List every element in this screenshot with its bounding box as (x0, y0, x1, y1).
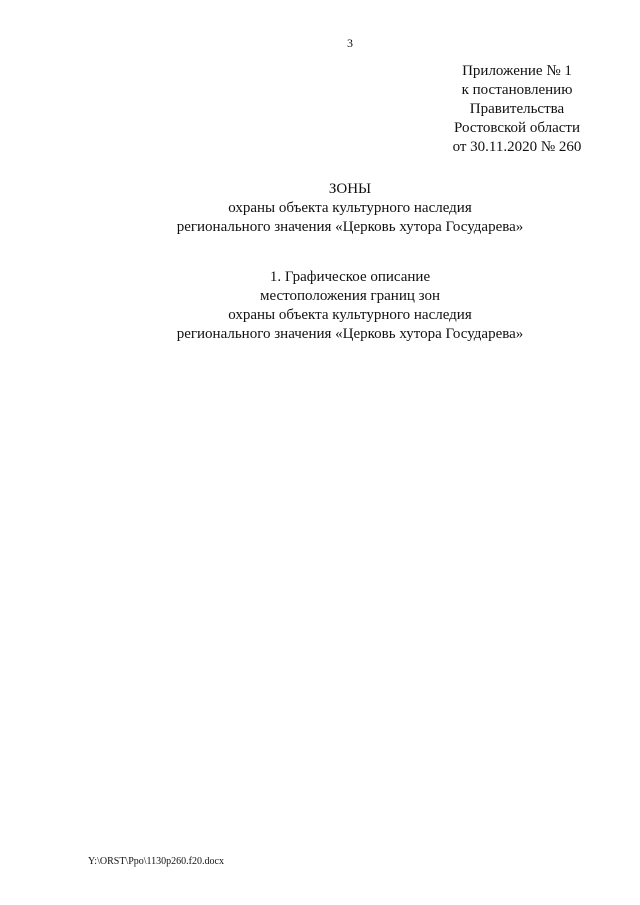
document-title (0, 180, 640, 237)
appendix-header (452, 62, 582, 157)
appendix-line: Правительства (469, 101, 565, 117)
appendix-line: Ростовской области (454, 120, 580, 136)
page-number: 3 (347, 36, 353, 50)
appendix-date-line: от 30.11.2020 № 260 (452, 139, 582, 155)
section-line: 1. Графическое описание (269, 269, 431, 285)
section-line: охраны объекта культурного наследия (228, 307, 472, 323)
section-line: местоположения границ зон (259, 288, 440, 304)
section-heading (0, 268, 640, 344)
title-line: регионального значения «Церковь хутора Государева» (176, 219, 524, 235)
title-line: охраны объекта культурного наследия (228, 200, 472, 216)
section-line: регионального значения «Церковь хутора Государева» (176, 326, 524, 342)
footer-file-path: Y:\ORST\Ppo\1130p260.f20.docx (88, 856, 224, 867)
appendix-line: к постановлению (461, 82, 573, 98)
appendix-line: Приложение № 1 (462, 63, 572, 79)
title-heading: ЗОНЫ (328, 181, 372, 197)
